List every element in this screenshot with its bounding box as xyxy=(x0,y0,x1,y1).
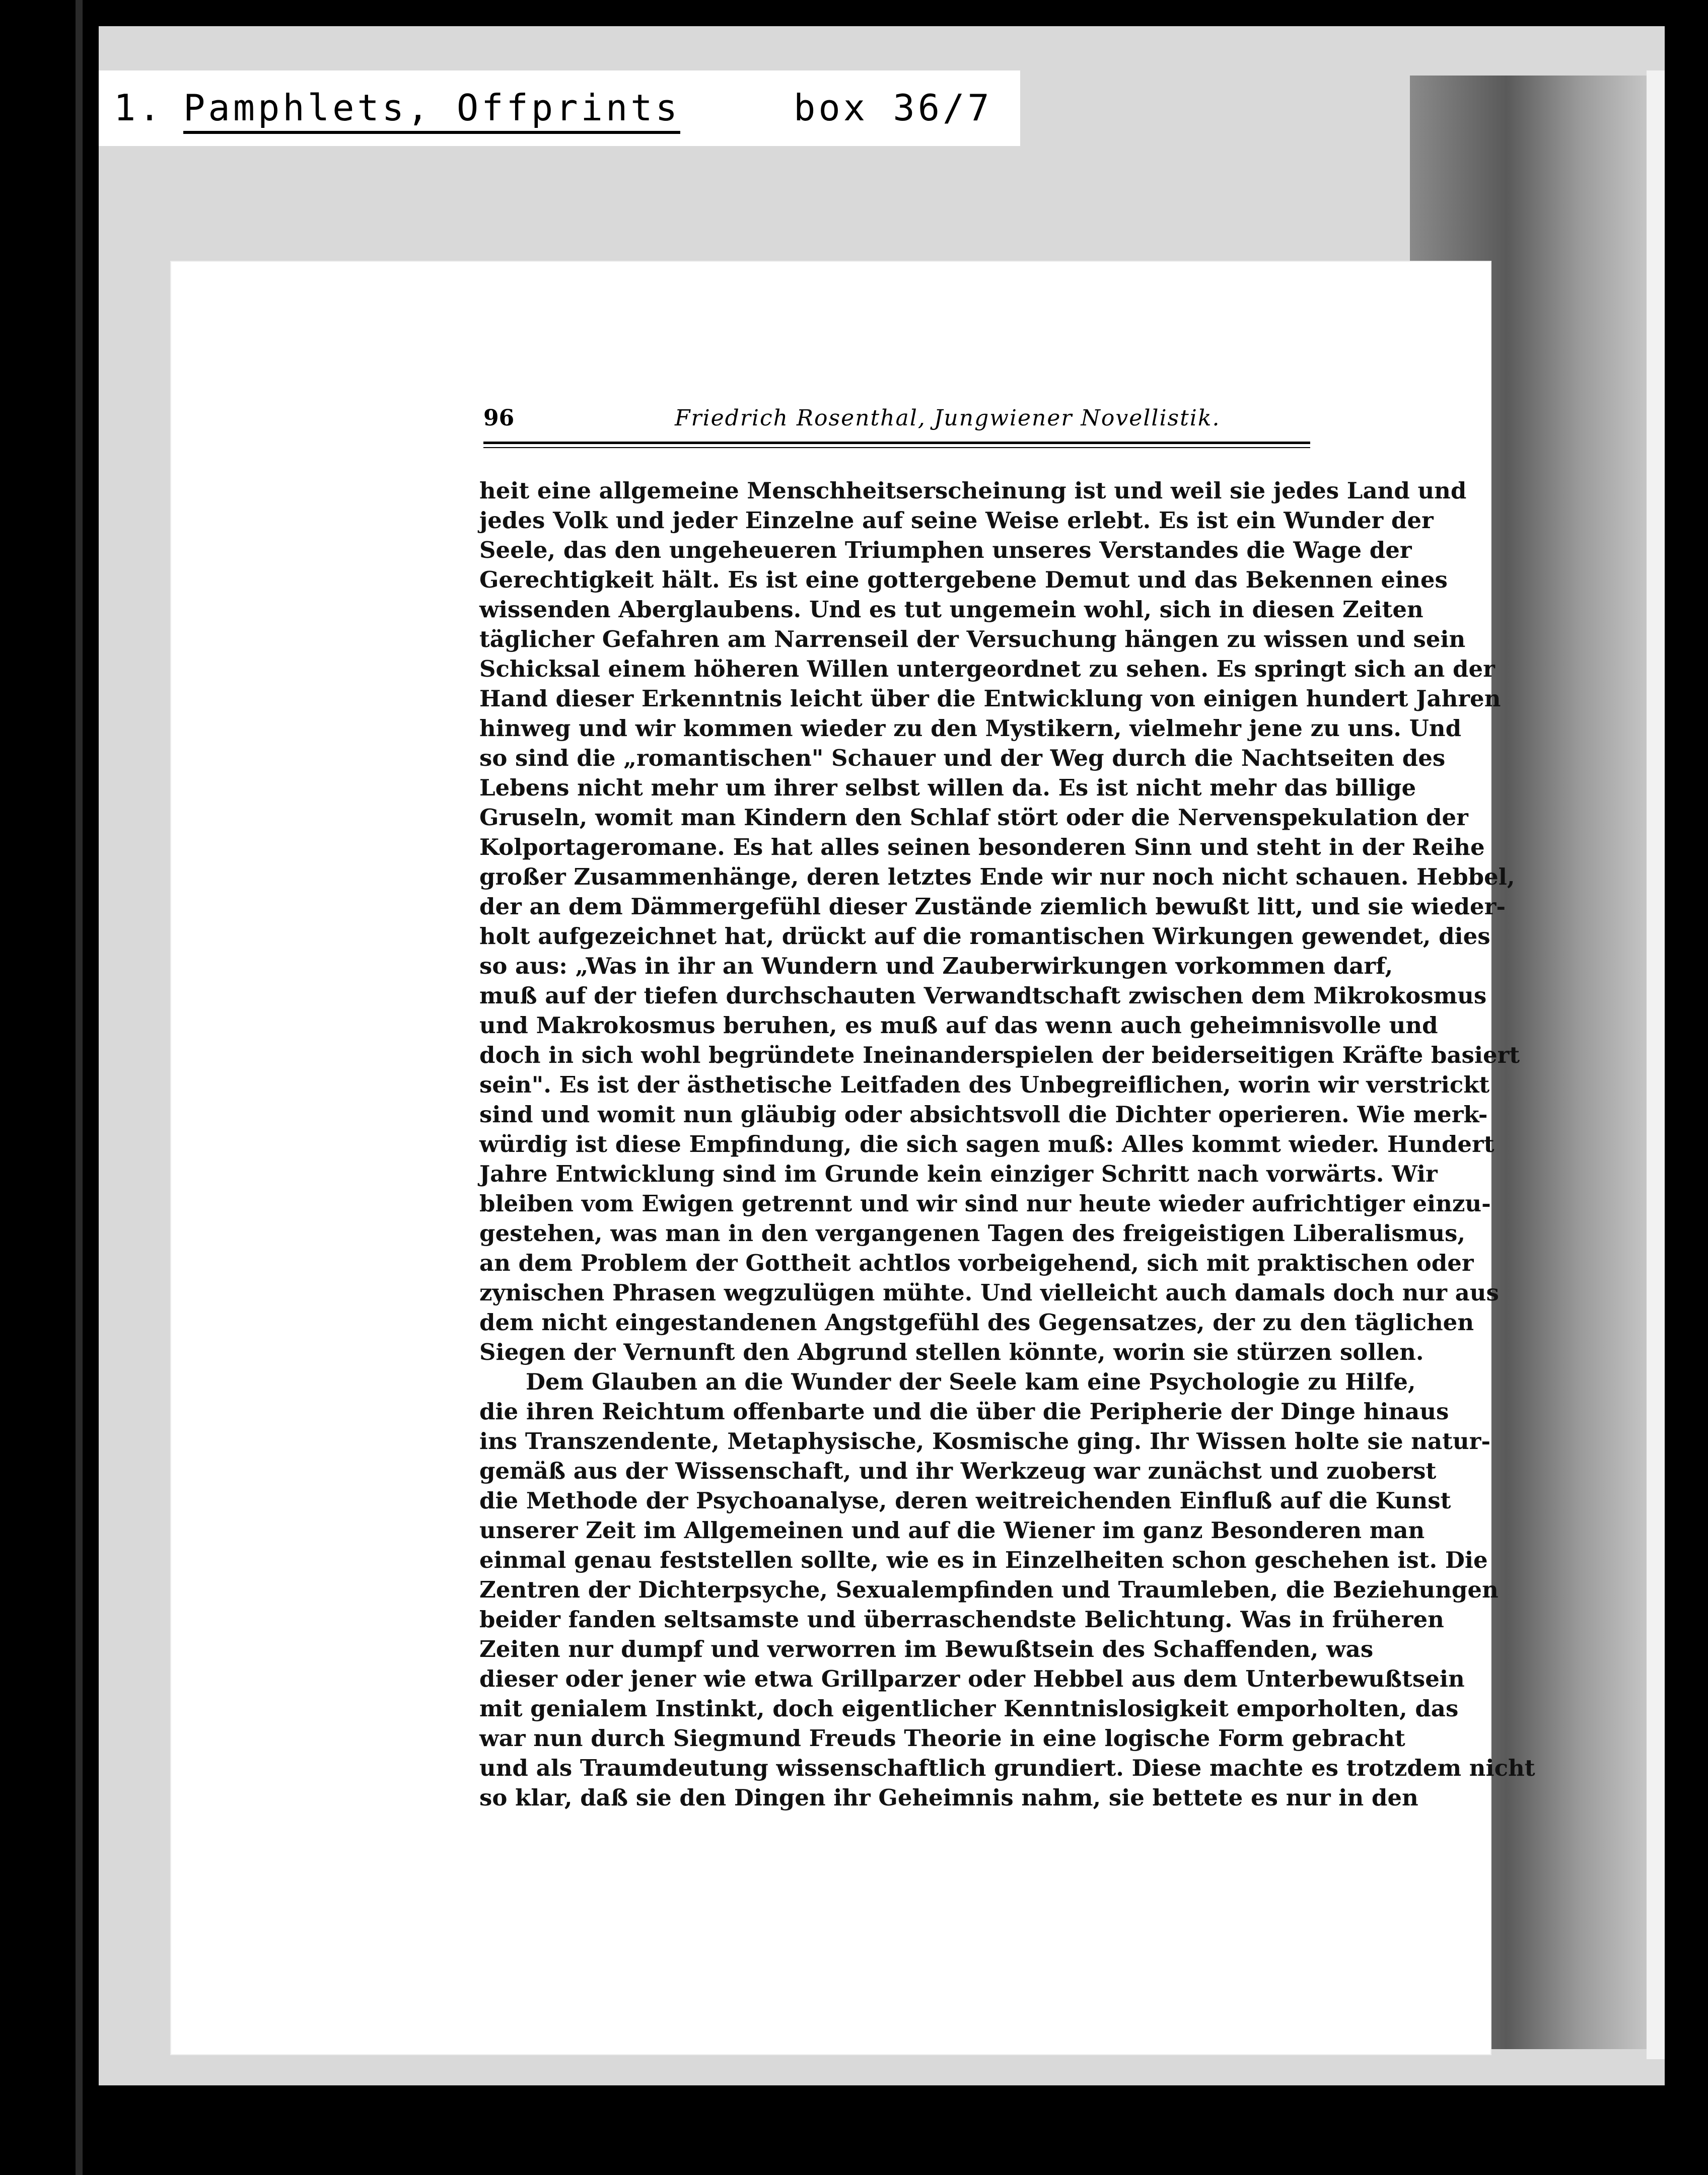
text-line: beider fanden seltsamste und überraschendste Belichtung. Was in früheren xyxy=(479,1606,1444,1633)
text-line: so sind die „romantischen" Schauer und der Weg durch die Nachtseiten des xyxy=(479,745,1446,771)
page-number: 96 xyxy=(483,405,515,431)
paragraph-end-line: Siegen der Vernunft den Abgrund stellen könnte, worin sie stürzen sollen. xyxy=(479,1339,1424,1365)
text-line: wissenden Aberglaubens. Und es tut ungemein wohl, sich in diesen Zeiten xyxy=(479,596,1424,623)
text-line: würdig ist diese Empfindung, die sich sagen muß: Alles kommt wieder. Hundert xyxy=(479,1131,1494,1157)
text-line: unserer Zeit im Allgemeinen und auf die Wiener im ganz Besonderen man xyxy=(479,1517,1425,1544)
text-line: die Methode der Psychoanalyse, deren weitreichenden Einfluß auf die Kunst xyxy=(479,1487,1451,1514)
text-line: jedes Volk und jeder Einzelne auf seine Weise erlebt. Es ist ein Wunder der xyxy=(479,507,1434,534)
film-edge xyxy=(76,0,83,2175)
text-line: so aus: „Was in ihr an Wundern und Zauberwirkungen vorkommen darf, xyxy=(479,953,1393,979)
label-number: 1. xyxy=(114,87,164,129)
text-line: ins Transzendente, Metaphysische, Kosmische ging. Ihr Wissen holte sie natur- xyxy=(479,1428,1491,1455)
mount-right-edge xyxy=(1647,70,1665,2059)
text-line: Hand dieser Erkenntnis leicht über die Entwicklung von einigen hundert Jahren xyxy=(479,685,1501,712)
text-line: täglicher Gefahren am Narrenseil der Versuchung hängen zu wissen und sein xyxy=(479,626,1466,652)
text-line: dem nicht eingestandenen Angstgefühl des Gegensatzes, der zu den täglichen xyxy=(479,1309,1474,1336)
text-line: Lebens nicht mehr um ihrer selbst willen da. Es ist nicht mehr das billige xyxy=(479,774,1416,801)
text-line: sind und womit nun gläubig oder absichtsvoll die Dichter operieren. Wie merk- xyxy=(479,1101,1488,1128)
text-line: und Makrokosmus beruhen, es muß auf das wenn auch geheimnisvolle und xyxy=(479,1012,1438,1039)
text-line: muß auf der tiefen durchschauten Verwandtschaft zwischen dem Mikrokosmus xyxy=(479,982,1487,1009)
text-line: die ihren Reichtum offenbarte und die über die Peripherie der Dinge hinaus xyxy=(479,1398,1449,1425)
running-head-title: Friedrich Rosenthal, Jungwiener Novellistik. xyxy=(675,405,1221,431)
text-line: großer Zusammenhänge, deren letztes Ende wir nur noch nicht schauen. Hebbel, xyxy=(479,863,1515,890)
document-page xyxy=(171,262,1535,2054)
text-line: gemäß aus der Wissenschaft, und ihr Werkzeug war zunächst und zuoberst xyxy=(479,1458,1437,1484)
head-rule-thick xyxy=(483,442,1310,444)
text-line: mit genialem Instinkt, doch eigentlicher Kenntnislosigkeit emporholten, das xyxy=(479,1695,1459,1722)
text-line: Zentren der Dichterpsyche, Sexualempfinden und Traumleben, die Beziehungen xyxy=(479,1576,1499,1603)
text-line: Gruseln, womit man Kindern den Schlaf stört oder die Nervenspekulation der xyxy=(479,804,1468,831)
text-line: sein". Es ist der ästhetische Leitfaden des Unbegreiflichen, worin wir verstrickt xyxy=(479,1071,1490,1098)
text-line: Seele, das den ungeheueren Triumphen unseres Verstandes die Wage der xyxy=(479,537,1412,563)
text-line: einmal genau feststellen sollte, wie es in Einzelheiten schon geschehen ist. Die xyxy=(479,1547,1488,1573)
text-line: an dem Problem der Gottheit achtlos vorbeigehend, sich mit praktischen oder xyxy=(479,1250,1474,1276)
text-line: gestehen, was man in den vergangenen Tagen des freigeistigen Liberalismus, xyxy=(479,1220,1466,1247)
running-head xyxy=(483,405,1485,431)
archive-label xyxy=(99,70,1020,146)
text-line: der an dem Dämmergefühl dieser Zustände ziemlich bewußt litt, und sie wieder- xyxy=(479,893,1506,920)
text-line: Zeiten nur dumpf und verworren im Bewußtsein des Schaffenden, was xyxy=(479,1636,1374,1662)
text-line: und als Traumdeutung wissenschaftlich grundiert. Diese machte es trotzdem nicht xyxy=(479,1755,1535,1781)
label-title: Pamphlets, Offprints xyxy=(183,87,680,134)
text-line: Kolportageromane. Es hat alles seinen besonderen Sinn und steht in der Reihe xyxy=(479,834,1485,860)
text-line: Jahre Entwicklung sind im Grunde kein einziger Schritt nach vorwärts. Wir xyxy=(479,1161,1438,1187)
text-line: holt aufgezeichnet hat, drückt auf die romantischen Wirkungen gewendet, dies xyxy=(479,923,1490,950)
text-line: doch in sich wohl begründete Ineinanderspielen der beiderseitigen Kräfte basiert xyxy=(479,1042,1520,1068)
body-text xyxy=(479,476,1535,1812)
text-line: hinweg und wir kommen wieder zu den Mystikern, vielmehr jene zu uns. Und xyxy=(479,715,1462,742)
text-line: Schicksal einem höheren Willen untergeordnet zu sehen. Es springt sich an der xyxy=(479,656,1495,682)
text-line: dieser oder jener wie etwa Grillparzer oder Hebbel aus dem Unterbewußtsein xyxy=(479,1665,1465,1692)
text-line: war nun durch Siegmund Freuds Theorie in eine logische Form gebracht xyxy=(479,1725,1405,1752)
text-line: heit eine allgemeine Menschheitserscheinung ist und weil sie jedes Land und xyxy=(479,477,1467,504)
text-line: so klar, daß sie den Dingen ihr Geheimnis nahm, sie bettete es nur in den xyxy=(479,1784,1418,1811)
paragraph-start-line: Dem Glauben an die Wunder der Seele kam eine Psychologie zu Hilfe, xyxy=(526,1368,1416,1395)
text-line: bleiben vom Ewigen getrennt und wir sind nur heute wieder aufrichtiger einzu- xyxy=(479,1190,1491,1217)
text-line: zynischen Phrasen wegzulügen mühte. Und vielleicht auch damals doch nur aus xyxy=(479,1279,1499,1306)
head-rule-thin xyxy=(483,447,1310,448)
text-line: Gerechtigkeit hält. Es ist eine gottergebene Demut und das Bekennen eines xyxy=(479,566,1448,593)
label-box-number: box 36/7 xyxy=(794,87,992,129)
